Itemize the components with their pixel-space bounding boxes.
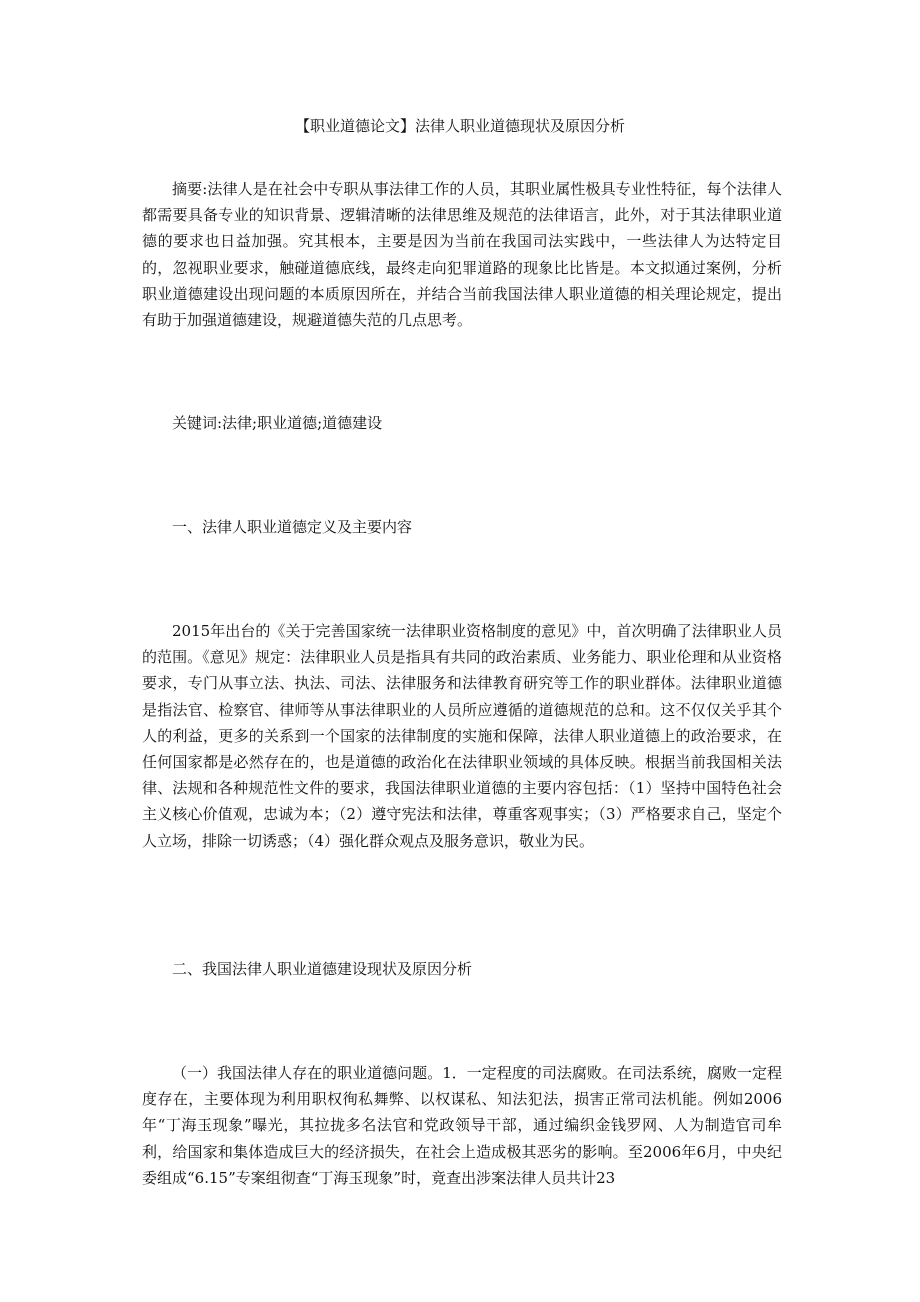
keywords-line: 关键词:法律;职业道德;道德建设 xyxy=(172,414,383,432)
section-2-paragraph: （一）我国法律人存在的职业道德问题。1．一定程度的司法腐败。在司法系统，腐败一定程度存在，主要体现为利用职权徇私舞弊、以权谋私、知法犯法，损害正常司法机能。例如2006年“丁海玉现象”曝光，其拉拢多名法官和党政领导干部，通过编织金钱罗网、人为制造官司牟利，给国家和集体造成巨大的经济损失，在社会上造成极其恶劣的影响。至2006年6月，中央纪委组成“6.15”专案组彻查“丁海玉现象”时，竟查出涉案法律人员共计23 xyxy=(142,1064,782,1187)
section-1-heading: 一、法律人职业道德定义及主要内容 xyxy=(172,518,413,536)
section-2-heading: 二、我国法律人职业道德建设现状及原因分析 xyxy=(172,960,473,978)
document-title: 【职业道德论文】法律人职业道德现状及原因分析 xyxy=(294,117,625,135)
abstract-paragraph: 摘要:法律人是在社会中专职从事法律工作的人员，其职业属性极具专业性特征，每个法律人都需要具备专业的知识背景、逻辑清晰的法律思维及规范的法律语言，此外，对于其法律职业道德的要求也日益加强。究其根本，主要是因为当前在我国司法实践中，一些法律人为达特定目的，忽视职业要求，触碰道德底线，最终走向犯罪道路的现象比比皆是。本文拟通过案例，分析职业道德建设出现问题的本质原因所在，并结合当前我国法律人职业道德的相关理论规定，提出有助于加强道德建设，规避道德失范的几点思考。 xyxy=(142,180,782,330)
section-1-paragraph: 2015年出台的《关于完善国家统一法律职业资格制度的意见》中，首次明确了法律职业人员的范围。《意见》规定：法律职业人员是指具有共同的政治素质、业务能力、职业伦理和从业资格要求，专门从事立法、执法、司法、法律服务和法律教育研究等工作的职业群体。法律职业道德是指法官、检察官、律师等从事法律职业的人员所应遵循的道德规范的总和。这不仅仅关乎其个人的利益，更多的关系到一个国家的法律制度的实施和保障，法律人职业道德上的政治要求，在任何国家都是必然存在的，也是道德的政治化在法律职业领域的具体反映。根据当前我国相关法律、法规和各种规范性文件的要求，我国法律职业道德的主要内容包括：（1）坚持中国特色社会主义核心价值观，忠诚为本；（2）遵守宪法和法律，尊重客观事实；（3）严格要求自己，坚定个人立场，排除一切诱惑；（4）强化群众观点及服务意识，敬业为民。 xyxy=(142,622,782,850)
